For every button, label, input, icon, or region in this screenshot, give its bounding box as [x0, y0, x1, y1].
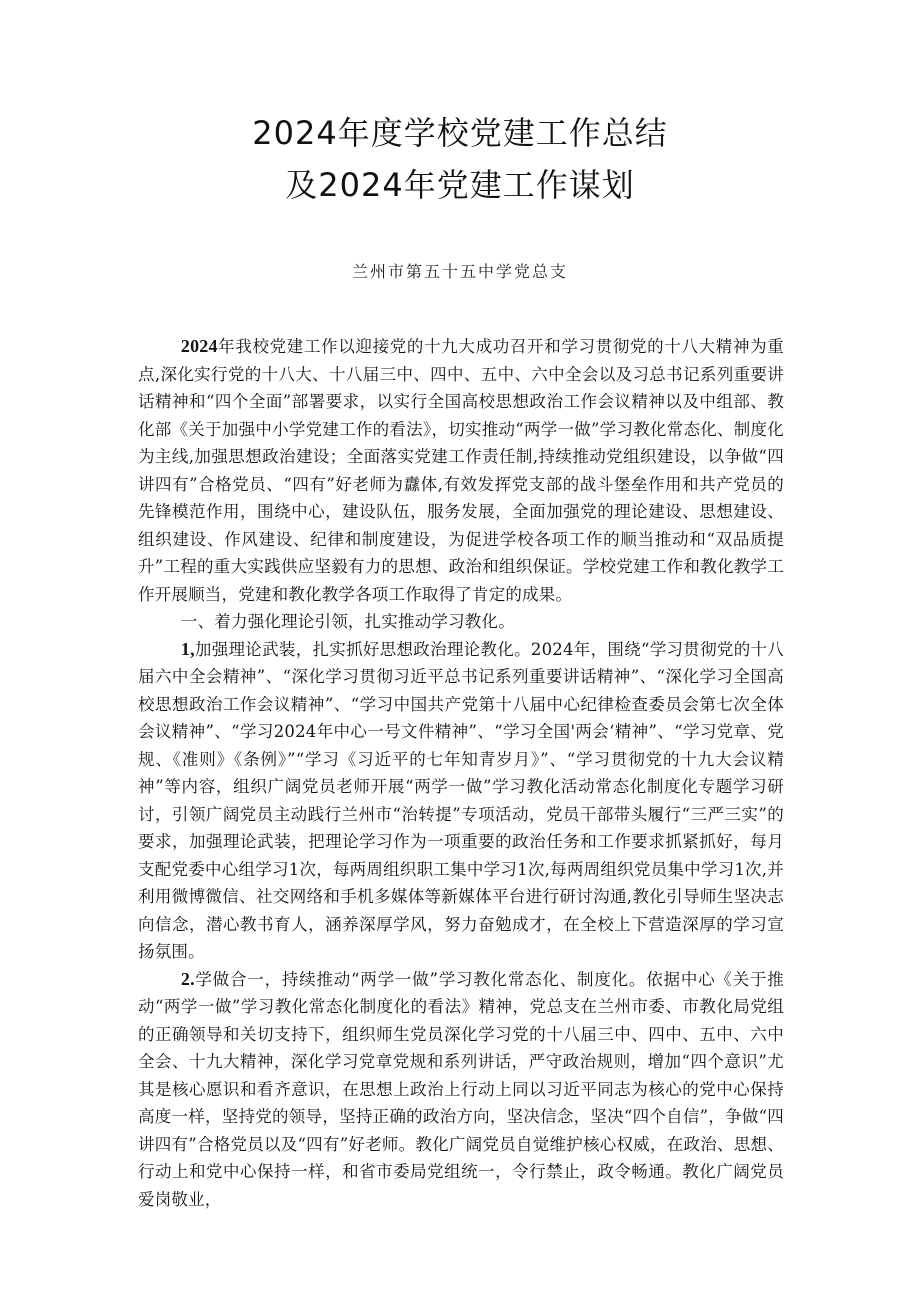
organization-name: 兰州市第五十五中学党总支 [351, 262, 568, 281]
paragraph-lead: 1, [180, 638, 195, 659]
paragraph-text: 一、着力强化理论引领，扎实推动学习教化。 [180, 612, 515, 631]
paragraph-text: 学做合一，持续推动“两学一做”学习教化常态化、制度化。依据中心《关于推动“两学一做”学习教化常态化制度化的看法》精神，党总支在兰州市委、市教化局党组的正确领导和关切支持下，组织师生党员深化学习党的十八届三中、四中、五中、六中全会、十九大精神，深化学习党章党规和系列讲话，严守政治规则，增加“四个意识”尤其是核心愿识和看齐意识，在思想上政治上行动上同以习近平同志为核心的党中心保持高度一样，坚持党的领导，坚持正确的政治方向，坚决信念，坚决“四个自信”，争做“四讲四有”合格党员以及“四有”好老师。教化广阔党员自觉维护核心权威，在政治、思想、行动上和党中心保持一样，和省市委局党组统一，令行禁止，政令畅通。教化广阔党员爱岗敬业， [138, 969, 784, 1209]
paragraph-item-1 [138, 636, 784, 966]
paragraph-lead: 2. [180, 968, 195, 989]
paragraph-intro [138, 333, 784, 608]
document-title-line1: 2024年度学校党建工作总结 [252, 114, 668, 152]
paragraph-text: 加强理论武装，扎实抓好思想政治理论教化。2024年，围绕“学习贯彻党的十八届六中全会精神”、“深化学习贯彻习近平总书记系列重要讲话精神”、“深化学习全国高校思想政治工作会议精神”、“学习中国共产党第十八届中心纪律检查委员会第七次全体会议精神”、“学习2024年中心一号文件精神”、“学习全国'两会‘精神”、“学习党章、党规、《准则》《条例》”“学习《习近平的七年知青岁月》”、“学习贯彻党的十九大会议精神”等内容，组织广阔党员老师开展“两学一做”学习教化活动常态化制度化专题学习研讨，引领广阔党员主动践行兰州市“治转提”专项活动，党员干部带头履行“三严三实”的要求，加强理论武装，把理论学习作为一项重要的政治任务和工作要求抓紧抓好，每月支配党委中心组学习1次，每两周组织职工集中学习1次,每两周组织党员集中学习1次,并利用微博微信、社交网络和手机多媒体等新媒体平台进行研讨沟通,教化引导师生坚决志向信念，潜心教书育人，涵养深厚学风，努力奋勉成才，在全校上下营造深厚的学习宣扬氛围。 [138, 639, 784, 961]
document-body [138, 333, 784, 1213]
paragraph-text: 年我校党建工作以迎接党的十九大成功召开和学习贯彻党的十八大精神为重点,深化实行党的十八大、十八届三中、四中、五中、六中全会以及习总书记系列重要讲话精神和“四个全面”部署要求，以实行全国高校思想政治工作会议精神以及中组部、教化部《关于加强中小学党建工作的看法》，切实推动“两学一做”学习教化常态化、制度化为主线,加强思想政治建设；全面落实党建工作责任制,持续推动党组织建设，以争做“四讲四有”合格党员、“四有”好老师为纛体,有效发挥党支部的战斗堡垒作用和共产党员的先锋模范作用，围绕中心，建设队伍，服务发展，全面加强党的理论建设、思想建设、组织建设、作风建设、纪律和制度建设，为促进学校各项工作的顺当推动和“双品质提升”工程的重大实践供应坚毅有力的思想、政治和组织保证。学校党建工作和教化教学工作开展顺当，党建和教化教学各项工作取得了肯定的成果。 [138, 337, 784, 604]
section-heading [138, 608, 784, 636]
paragraph-item-2 [138, 966, 784, 1214]
document-title-line2: 及2024年党建工作谋划 [285, 166, 635, 204]
paragraph-lead: 2024 [180, 336, 218, 356]
